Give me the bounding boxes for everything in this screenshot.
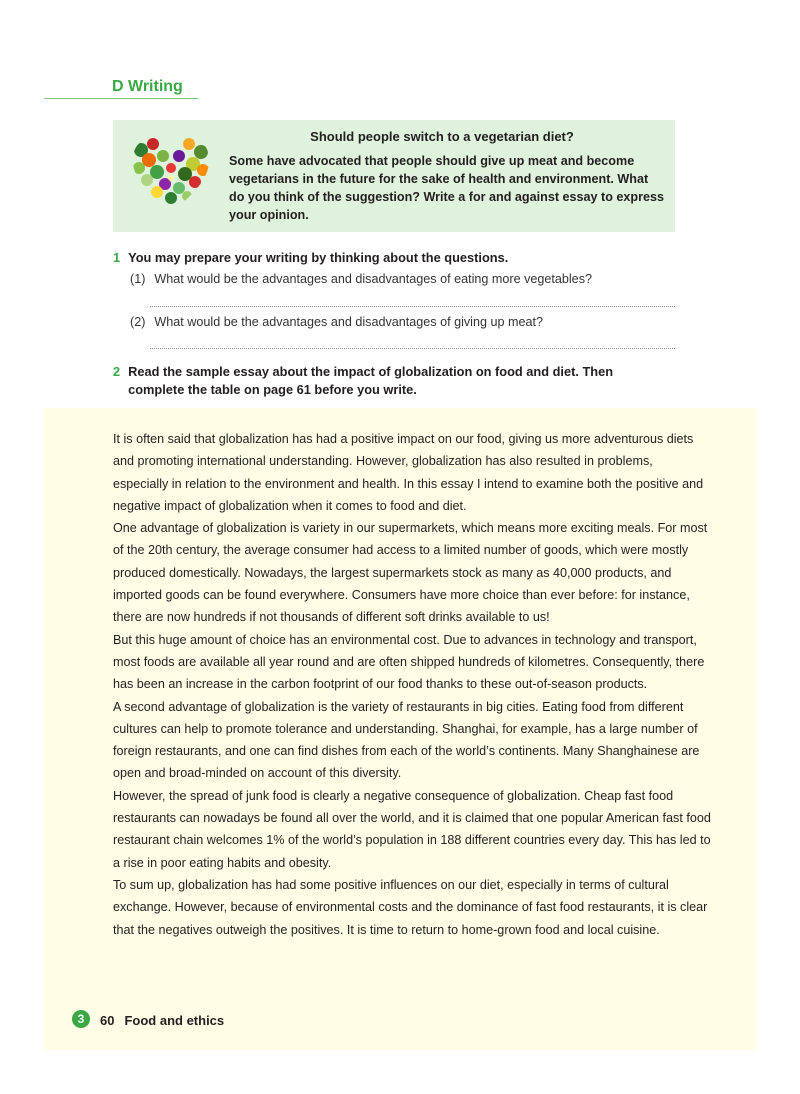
- question-1-number: (1): [130, 272, 146, 286]
- task-1-text: You may prepare your writing by thinking about the questions.: [128, 250, 509, 265]
- question-2-text: What would be the advantages and disadvantages of giving up meat?: [154, 315, 543, 329]
- question-2: [130, 315, 543, 329]
- task-2: [113, 363, 673, 399]
- question-1: [130, 272, 592, 286]
- page-footer: [100, 1013, 224, 1028]
- prompt-body: Some have advocated that people should give up meat and become vegetarians in the future for the sake of health and environment. What do you think of the suggestion? Write a for and against essay to express your opinion.: [229, 154, 665, 222]
- essay-paragraph: To sum up, globalization has had some positive influences on our diet, especially in terms of cultural exchange. However, because of environmental costs and the dominance of fast food restaurants, it is clear that the negatives outweigh the positives. It is time to return to home-grown food and local cuisine.: [113, 877, 708, 937]
- task-1: [113, 250, 508, 265]
- essay-paragraph: One advantage of globalization is variety in our supermarkets, which means more exciting meals. For most of the 20th century, the average consumer had access to a limited number of goods, which were mostly produced domestically. Nowadays, the largest supermarkets stock as many as 40,000 products, and imported goods can be found everywhere. Consumers have more choice than ever before: for instance, there are now hundreds if not thousands of different soft drinks available to us!: [113, 521, 708, 625]
- essay-paragraph: But this huge amount of choice has an environmental cost. Due to advances in technology and transport, most foods are available all year round and are often shipped hundreds of kilometres. Consequently, there has been an increase in the carbon footprint of our food thanks to these out-of-season products.: [113, 632, 705, 692]
- sample-essay: [113, 428, 711, 941]
- vegetable-heart-icon: [131, 136, 211, 214]
- section-title: D Writing: [112, 78, 183, 95]
- sample-essay-box: [44, 408, 756, 1050]
- task-1-number: 1: [113, 250, 121, 265]
- task-2-text: Read the sample essay about the impact of globalization on food and diet. Then complete the table on page 61 before you write.: [128, 364, 614, 397]
- unit-title: Food and ethics: [124, 1013, 225, 1028]
- answer-line-1[interactable]: [150, 306, 675, 307]
- task-2-number: 2: [113, 364, 121, 379]
- answer-line-2[interactable]: [150, 348, 675, 349]
- unit-badge: 3: [72, 1010, 90, 1028]
- essay-paragraph: However, the spread of junk food is clearly a negative consequence of globalization. Cheap fast food restaurants can nowadays be found all over the world, and it is claimed that one popular American fast food restaurant chain welcomes 1% of the world’s population in 188 different countries every day. This has led to a rise in poor eating habits and obesity.: [113, 788, 711, 870]
- essay-paragraph: It is often said that globalization has had a positive impact on our food, giving us more adventurous diets and promoting international understanding. However, globalization has also resulted in problems, especially in relation to the environment and health. In this essay I intend to examine both the positive and negative impact of globalization when it comes to food and diet.: [113, 432, 704, 513]
- question-2-number: (2): [130, 315, 146, 329]
- page-number: 60: [100, 1013, 115, 1028]
- prompt-box: [113, 120, 675, 232]
- question-1-text: What would be the advantages and disadvantages of eating more vegetables?: [154, 272, 592, 286]
- prompt-title: Should people switch to a vegetarian diet?: [310, 129, 574, 144]
- essay-paragraph: A second advantage of globalization is the variety of restaurants in big cities. Eating food from different cultures can help to promote tolerance and understanding. Shanghai, for example, has a large number of foreign restaurants, and one can find dishes from each of the world’s continents. Many Shanghainese are open and broad-minded on account of this diversity.: [113, 699, 700, 781]
- section-heading: [44, 78, 198, 99]
